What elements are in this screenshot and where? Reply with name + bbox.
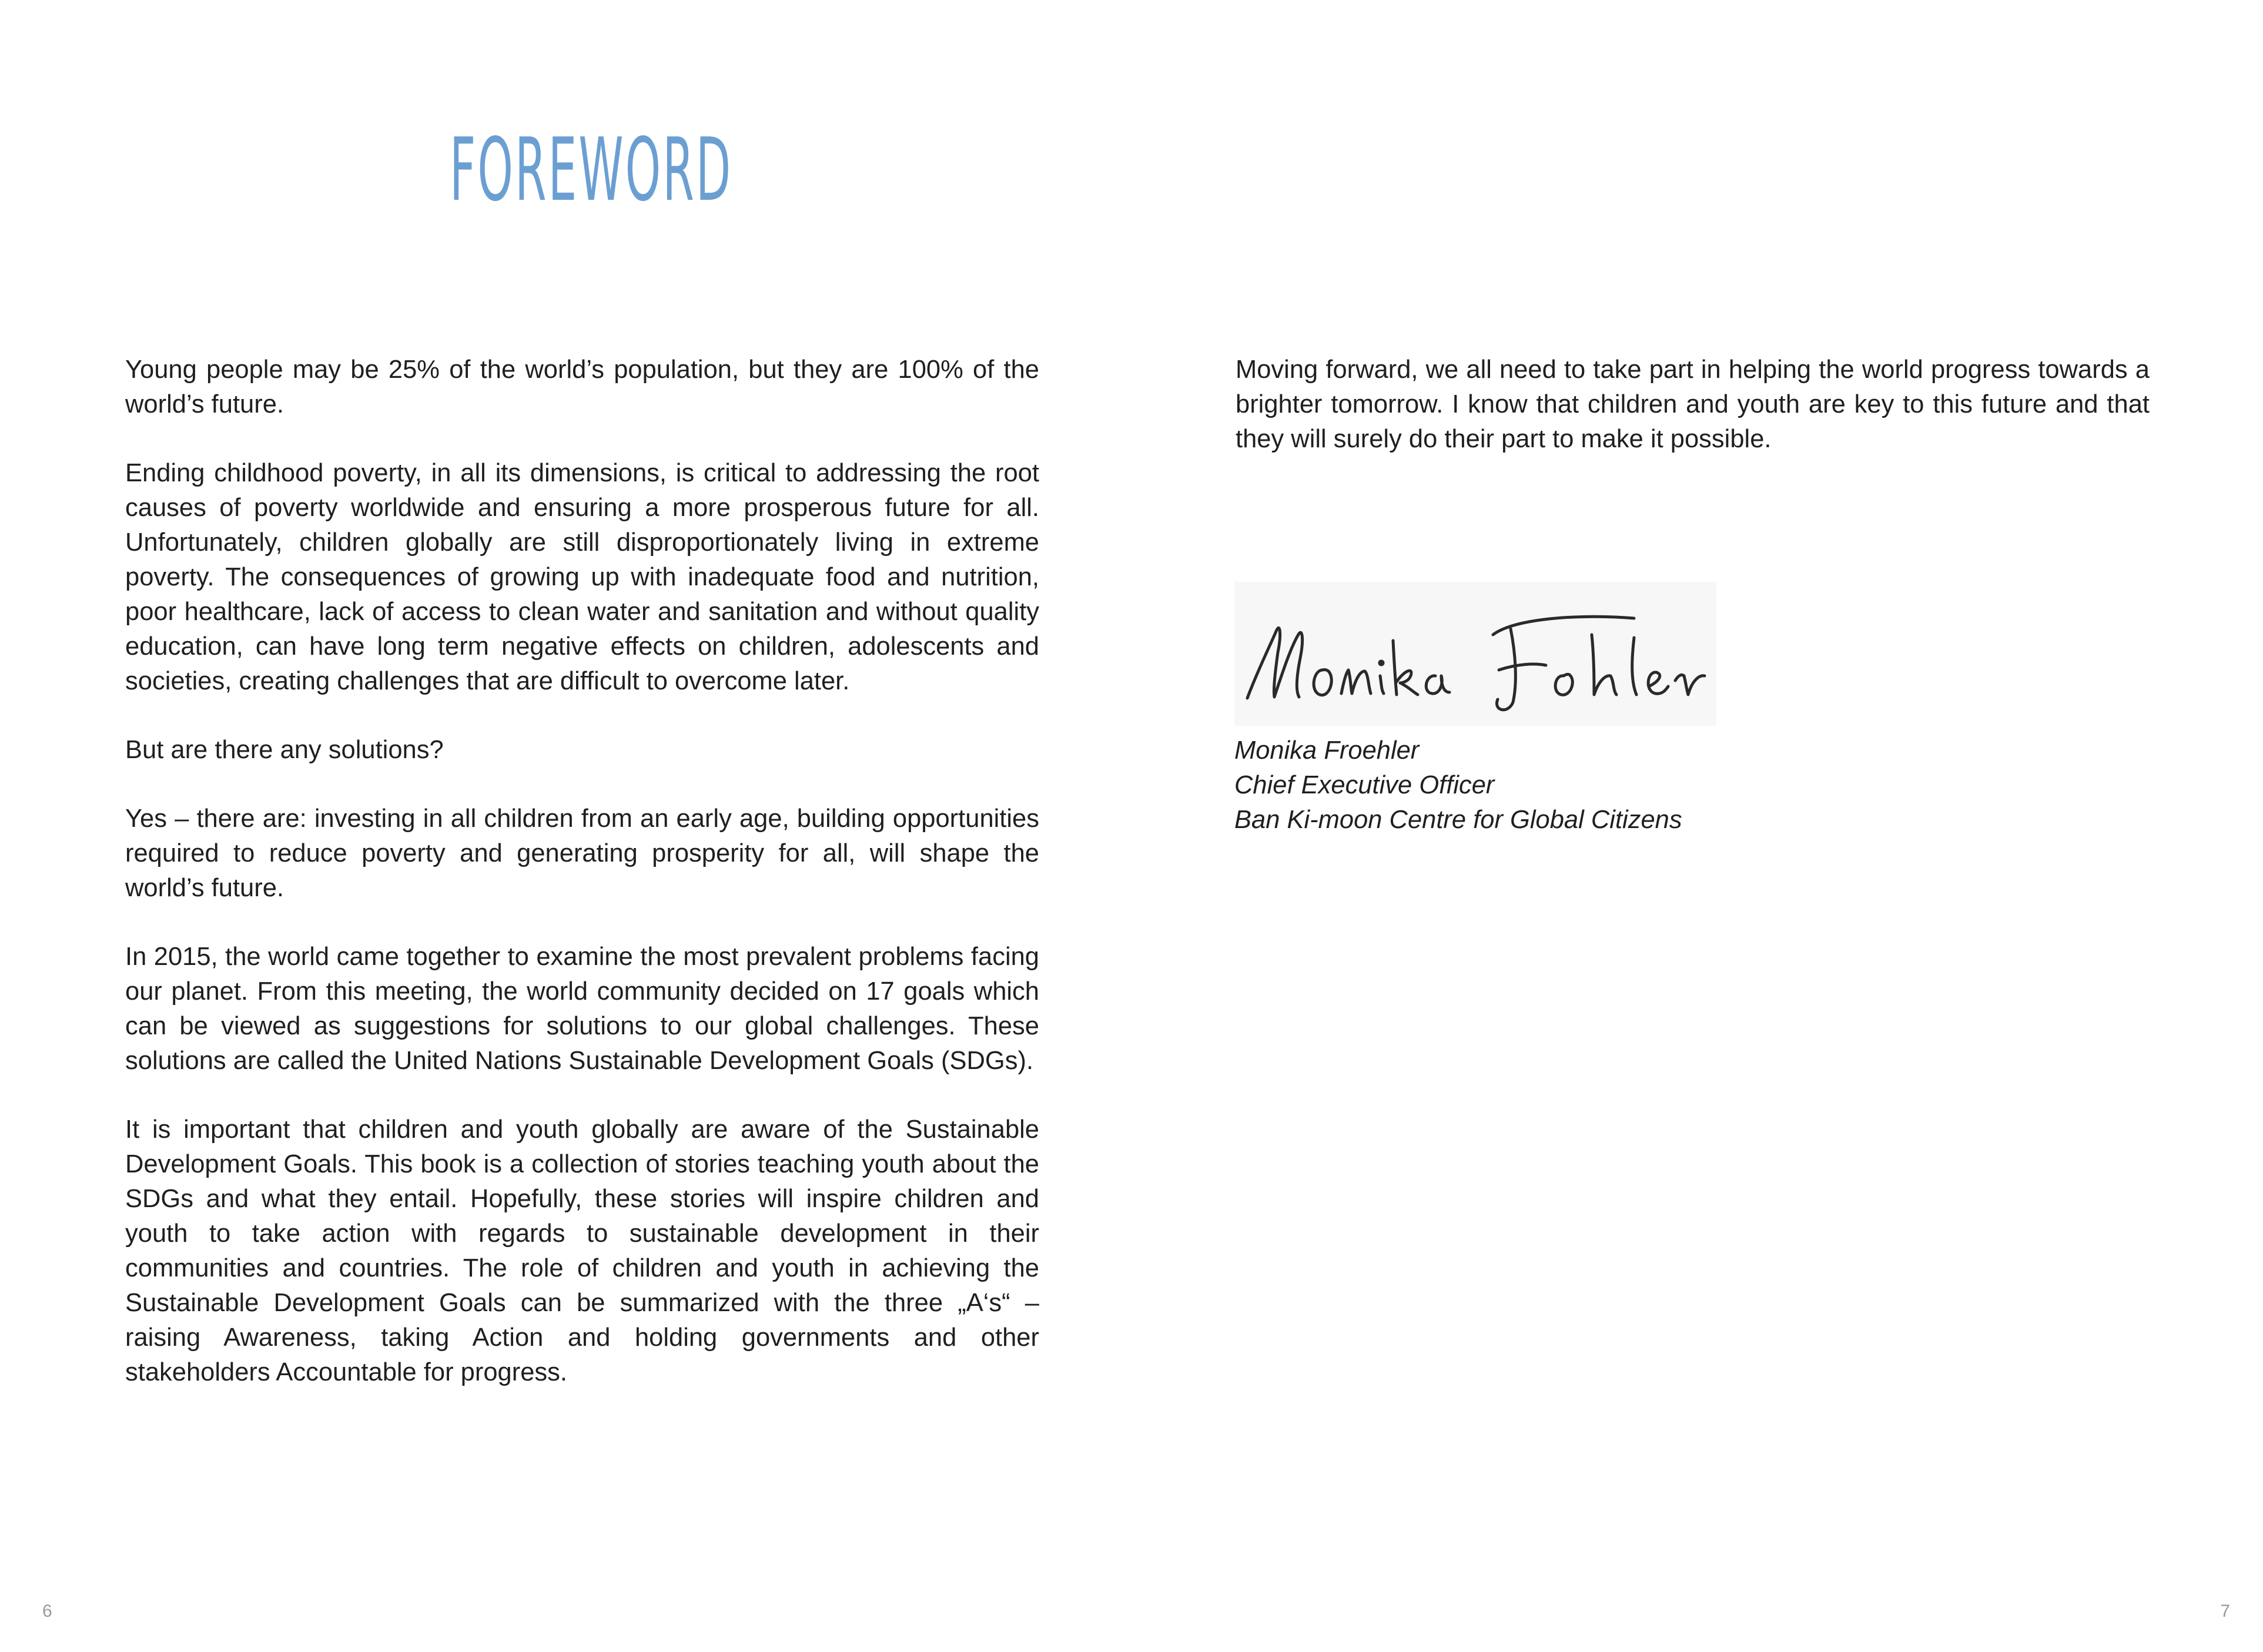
signer-block	[1234, 733, 1682, 837]
handwritten-signature	[1234, 582, 1716, 726]
paragraph-question: But are there any solutions?	[125, 736, 444, 764]
paragraph-solutions: Yes – there are: investing in all children from an early age, building opportunities required to reduce poverty and generating prosperity for all, will shape the world’s future.	[125, 805, 1039, 902]
page-number-right: 7	[2220, 1601, 2230, 1621]
right-text-column	[1236, 353, 2150, 491]
signer-organization: Ban Ki-moon Centre for Global Citizens	[1234, 806, 1682, 834]
page-number-left: 6	[42, 1601, 52, 1621]
signer-name: Monika Froehler	[1234, 736, 1420, 765]
paragraph-intro: Young people may be 25% of the world’s population, but they are 100% of the world’s future.	[125, 356, 1039, 418]
signature-drawing	[1234, 582, 1716, 726]
paragraph-moving-forward: Moving forward, we all need to take part in helping the world progress towards a brighter tomorrow. I know that children and youth are key to this future and that they will surely do their part to make it possible.	[1236, 356, 2150, 453]
paragraph-book: It is important that children and youth globally are aware of the Sustainable Development Goals. This book is a collection of stories teaching youth about the SDGs and what they entail. Hopefully, these stories will inspire children and youth to take action with regards to sustainable development in their communities and countries. The role of children and youth in achieving the Sustainable Development Goals can be summarized with the three „A‘s“ – raising Awareness, taking Action and holding governments and other stakeholders Accountable for progress.	[125, 1115, 1039, 1386]
paragraph-poverty: Ending childhood poverty, in all its dimensions, is critical to addressing the root causes of poverty worldwide and ensuring a more prosperous future for all. Unfortunately, children globally are still disproportionately living in extreme poverty. The consequences of growing up with inadequate food and nutrition, poor healthcare, lack of access to clean water and sanitation and without quality education, can have long term negative effects on children, adolescents and societies, creating challenges that are difficult to overcome later.	[125, 459, 1039, 695]
page-title: FOREWORD	[450, 119, 733, 220]
signer-role: Chief Executive Officer	[1234, 771, 1495, 799]
paragraph-sdgs: In 2015, the world came together to examine the most prevalent problems facing our planet. From this meeting, the world community decided on 17 goals which can be viewed as suggestions for solutions to our global challenges. These solutions are called the United Nations Sustainable Development Goals (SDGs).	[125, 943, 1039, 1075]
left-text-column	[125, 353, 1039, 1390]
